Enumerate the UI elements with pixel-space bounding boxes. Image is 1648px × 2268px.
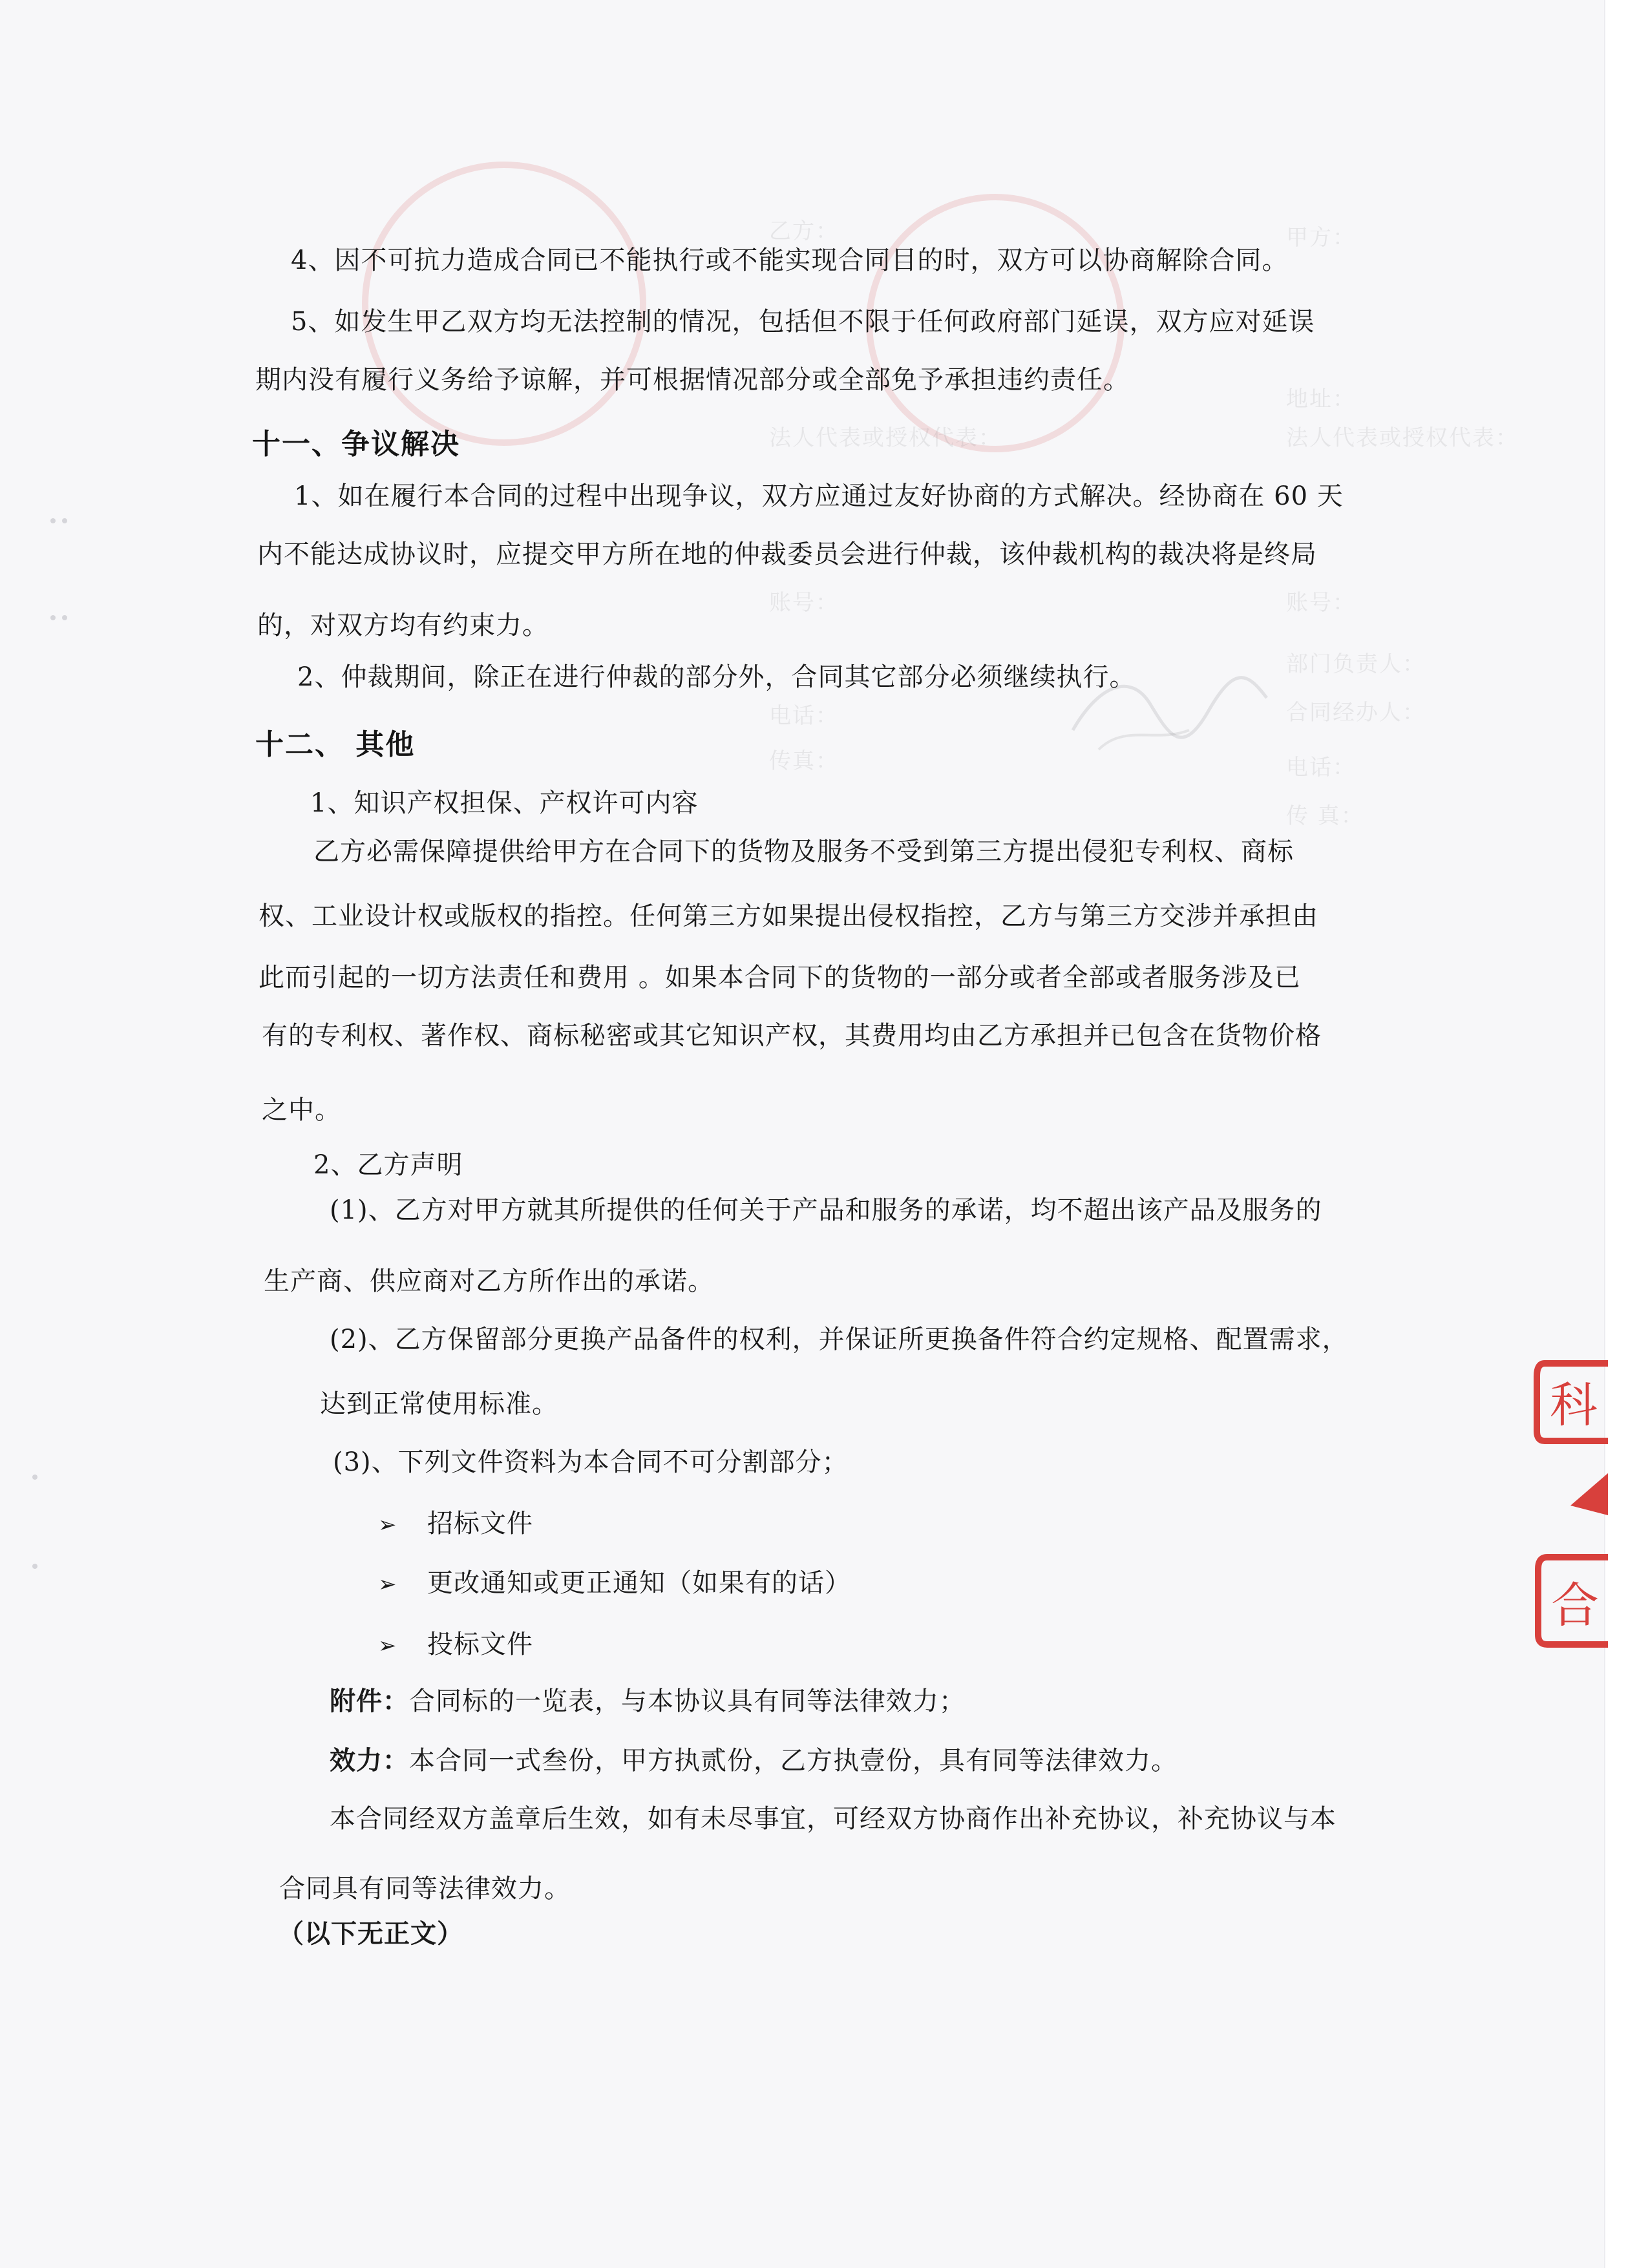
final-clause-line1: 本合同经双方盖章后生效，如有未尽事宜，可经双方协商作出补充协议，补充协议与本 [330, 1804, 1336, 1834]
ghost-text: 部门负责人： [1286, 651, 1426, 677]
section-12-heading: 十二、 其他 [255, 728, 416, 761]
ghost-text: 传真： [769, 748, 839, 774]
bullet-item [378, 1506, 533, 1543]
edge-seal-char: 科 [1550, 1378, 1598, 1433]
edge-seal-char: 合 [1551, 1578, 1599, 1633]
clause-12-1-para-line2: 权、工业设计权或版权的指控。任何第三方如果提出侵权指控，乙方与第三方交涉并承担由 [259, 901, 1318, 931]
binder-hole [62, 615, 67, 620]
bullet-arrow-icon: ➢ [378, 1512, 397, 1538]
clause-12-1-para-line5: 之中。 [262, 1095, 341, 1125]
bullet-item-text: 投标文件 [427, 1630, 533, 1659]
ghost-text: 账号： [1286, 590, 1356, 616]
binder-hole [50, 518, 56, 523]
clause-12-2-1-line1: (1)、乙方对甲方就其所提供的任何关于产品和服务的承诺，均不超出该产品及服务的 [330, 1195, 1322, 1225]
binder-hole [32, 1475, 37, 1480]
ghost-text: 电话： [769, 703, 839, 729]
bullet-arrow-icon: ➢ [378, 1571, 397, 1597]
ghost-text: 甲方： [1286, 225, 1356, 251]
clause-12-2-1-line2: 生产商、供应商对乙方所作出的承诺。 [264, 1266, 714, 1296]
clause-12-2-2-line2: 达到正常使用标准。 [320, 1389, 558, 1419]
ghost-text: 乙方： [769, 218, 839, 244]
page-edge [1604, 0, 1648, 2268]
final-clause-line2: 合同具有同等法律效力。 [279, 1874, 571, 1904]
clause-12-2-3: (3)、下列文件资料为本合同不可分割部分； [333, 1447, 849, 1477]
clause-10-4: 4、因不可抗力造成合同已不能执行或不能实现合同目的时，双方可以协商解除合同。 [291, 246, 1289, 275]
clause-12-2-2-line1: (2)、乙方保留部分更换产品备件的权利，并保证所更换备件符合约定规格、配置需求， [330, 1325, 1349, 1354]
bullet-item-text: 更改通知或更正通知（如果有的话） [427, 1568, 851, 1598]
bullet-item [378, 1626, 533, 1664]
ghost-text: 传 真： [1286, 803, 1364, 829]
attachment-label: 附件： [330, 1686, 409, 1716]
bullet-arrow-icon: ➢ [378, 1633, 397, 1659]
end-of-text-note: （以下无正文） [278, 1919, 463, 1949]
binder-hole [50, 615, 56, 620]
effect-line [330, 1743, 1178, 1779]
clause-11-2: 2、仲裁期间，除正在进行仲裁的部分外，合同其它部分必须继续执行。 [297, 662, 1136, 692]
ghost-text: 地址： [1286, 386, 1356, 412]
effect-text: 本合同一式叁份，甲方执贰份，乙方执壹份，具有同等法律效力。 [409, 1746, 1178, 1776]
binder-hole [62, 518, 67, 523]
clause-12-1-para-line1: 乙方必需保障提供给甲方在合同下的货物及服务不受到第三方提出侵犯专利权、商标 [313, 837, 1294, 866]
ghost-text: 合同经办人： [1286, 700, 1426, 726]
clause-12-1-para-line3: 此而引起的一切方法责任和费用 。如果本合同下的货物的一部分或者全部或者服务涉及已 [259, 963, 1301, 992]
bullet-item-text: 招标文件 [427, 1509, 533, 1538]
clause-12-1-para-line4: 有的专利权、著作权、商标秘密或其它知识产权，其费用均由乙方承担并已包含在货物价格 [262, 1021, 1322, 1051]
attachment-text: 合同标的一览表，与本协议具有同等法律效力； [409, 1686, 966, 1716]
ghost-text: 电话： [1286, 755, 1356, 781]
section-11-heading: 十一、争议解决 [252, 428, 460, 461]
ghost-text: 法人代表或授权代表： [769, 425, 1002, 451]
bullet-item [378, 1565, 851, 1602]
clause-10-5-line1: 5、如发生甲乙双方均无法控制的情况，包括但不限于任何政府部门延误，双方应对延误 [291, 307, 1315, 337]
effect-label: 效力： [330, 1746, 409, 1776]
clause-10-5-line2: 期内没有履行义务给予谅解，并可根据情况部分或全部免予承担违约责任。 [255, 365, 1130, 395]
clause-12-1-title: 1、知识产权担保、产权许可内容 [310, 788, 699, 818]
clause-12-2-title: 2、乙方声明 [313, 1150, 463, 1180]
clause-11-1-line1: 1、如在履行本合同的过程中出现争议，双方应通过友好协商的方式解决。经协商在 60 天 [294, 481, 1344, 511]
ghost-text: 账号： [769, 590, 839, 616]
clause-11-1-line2: 内不能达成协议时，应提交甲方所在地的仲裁委员会进行仲裁，该仲裁机构的裁决将是终局 [257, 540, 1317, 569]
binder-hole [32, 1564, 37, 1569]
ghost-text: 法人代表或授权代表： [1286, 425, 1519, 451]
edge-seal [1532, 1357, 1609, 1648]
attachment-line [330, 1683, 966, 1719]
clause-11-1-line3: 的，对双方均有约束力。 [257, 611, 549, 640]
